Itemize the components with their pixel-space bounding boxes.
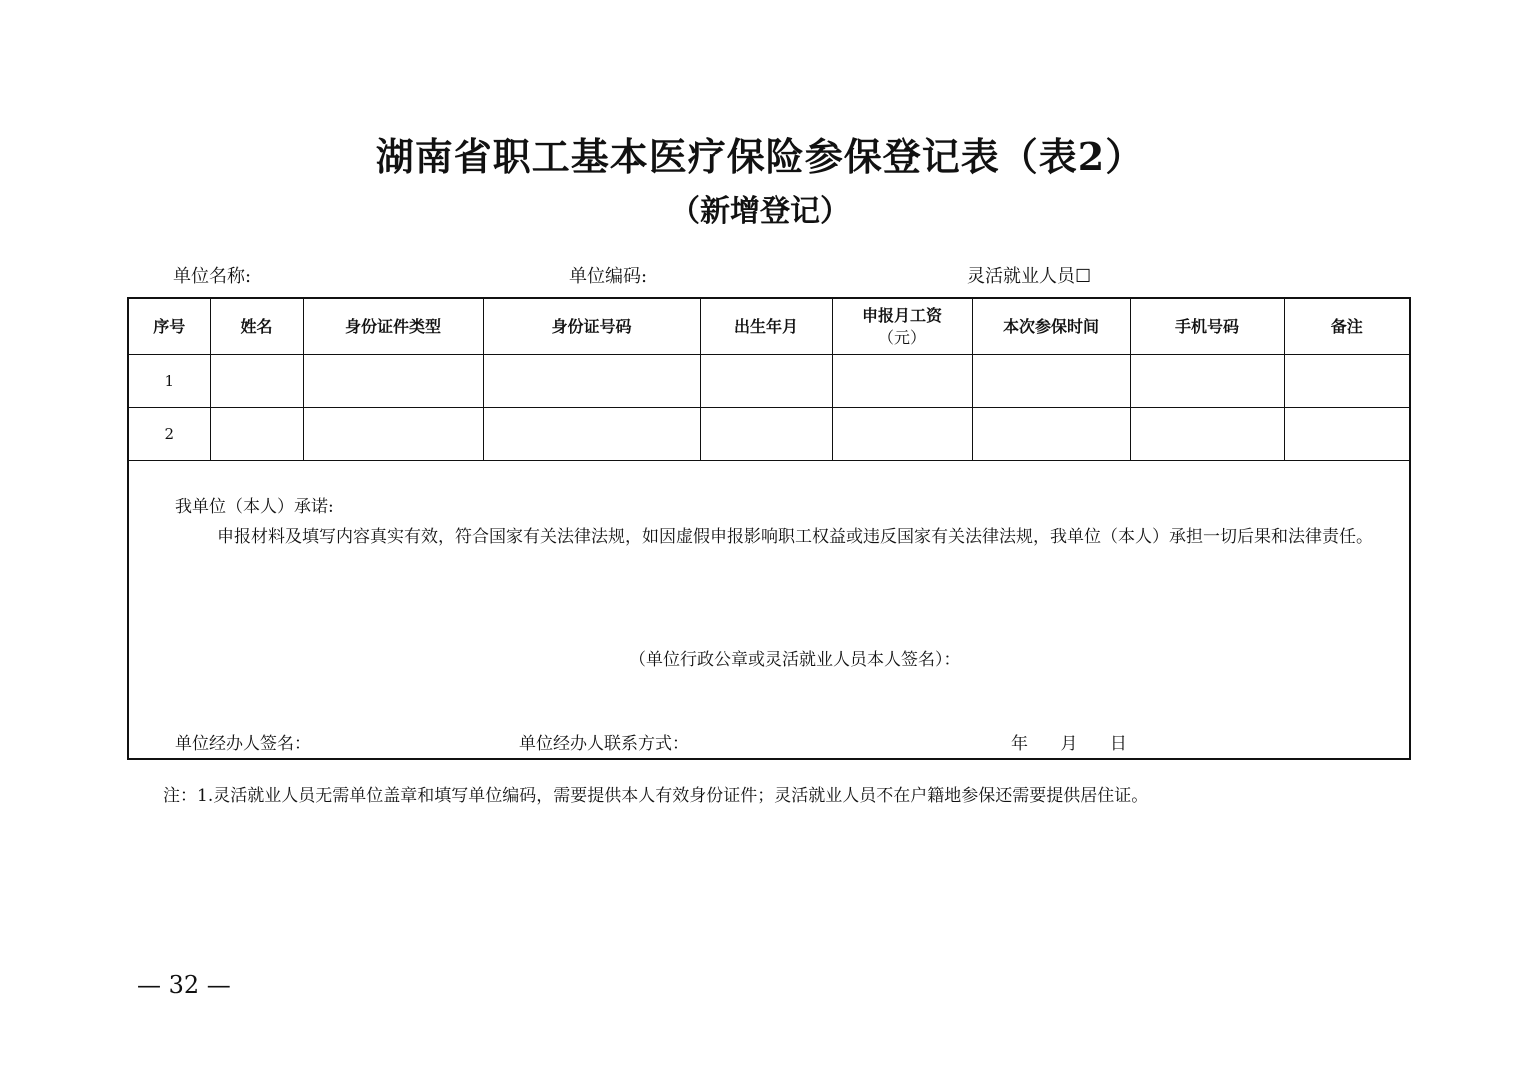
day-label: 日 (1109, 734, 1127, 754)
id-type-cell[interactable] (303, 355, 483, 408)
header-salary (832, 299, 972, 355)
month-label: 月 (1060, 734, 1078, 754)
header-name: 姓名 (210, 299, 303, 355)
salary-cell[interactable] (832, 355, 972, 408)
date-fields (1011, 732, 1127, 756)
unit-name-label: 单位名称: (173, 266, 252, 287)
id-type-cell[interactable] (303, 408, 483, 461)
remark-cell[interactable] (1284, 355, 1409, 408)
unit-code-label: 单位编码: (569, 266, 648, 287)
footnote: 注：1.灵活就业人员无需单位盖章和填写单位编码，需要提供本人有效身份证件；灵活就业人员不在户籍地参保还需要提供居住证。 (163, 786, 1149, 806)
handler-signature-label: 单位经办人签名： (175, 734, 311, 754)
header-seq: 序号 (129, 299, 210, 355)
pledge-heading: 我单位（本人）承诺: (175, 497, 334, 517)
handler-contact-label: 单位经办人联系方式： (519, 734, 689, 754)
pledge-body: 申报材料及填写内容真实有效，符合国家有关法律法规，如因虚假申报影响职工权益或违反国家有关法律法规，我单位（本人）承担一切后果和法律责任。 (217, 527, 1373, 547)
table-row (129, 355, 1409, 408)
enroll-time-cell[interactable] (972, 408, 1130, 461)
registration-form (127, 297, 1411, 760)
header-salary-unit: （元） (877, 327, 926, 347)
seal-signature-note: （单位行政公章或灵活就业人员本人签名）： (629, 650, 961, 670)
row-seq-cell: 1 (129, 355, 210, 408)
remark-cell[interactable] (1284, 408, 1409, 461)
form-title: 湖南省职工基本医疗保险参保登记表（表2） (375, 134, 1145, 179)
header-enroll-time: 本次参保时间 (972, 299, 1130, 355)
phone-cell[interactable] (1130, 408, 1284, 461)
birth-cell[interactable] (700, 408, 832, 461)
name-cell[interactable] (210, 408, 303, 461)
page-number: — 32 — (137, 971, 231, 999)
form-subtitle: （新增登记） (670, 194, 850, 229)
row-seq-cell: 2 (129, 408, 210, 461)
header-phone: 手机号码 (1130, 299, 1284, 355)
header-salary-label: 申报月工资 (861, 305, 942, 325)
year-label: 年 (1011, 734, 1028, 754)
salary-cell[interactable] (832, 408, 972, 461)
id-number-cell[interactable] (483, 355, 700, 408)
flexible-employment-checkbox-label[interactable]: 灵活就业人员☐ (967, 266, 1092, 287)
registration-table (129, 299, 1409, 461)
phone-cell[interactable] (1130, 355, 1284, 408)
table-row (129, 408, 1409, 461)
header-id-type: 身份证件类型 (303, 299, 483, 355)
enroll-time-cell[interactable] (972, 355, 1130, 408)
name-cell[interactable] (210, 355, 303, 408)
birth-cell[interactable] (700, 355, 832, 408)
header-birth: 出生年月 (700, 299, 832, 355)
header-id-number: 身份证号码 (483, 299, 700, 355)
header-remark: 备注 (1284, 299, 1409, 355)
id-number-cell[interactable] (483, 408, 700, 461)
table-header-row (129, 299, 1409, 355)
